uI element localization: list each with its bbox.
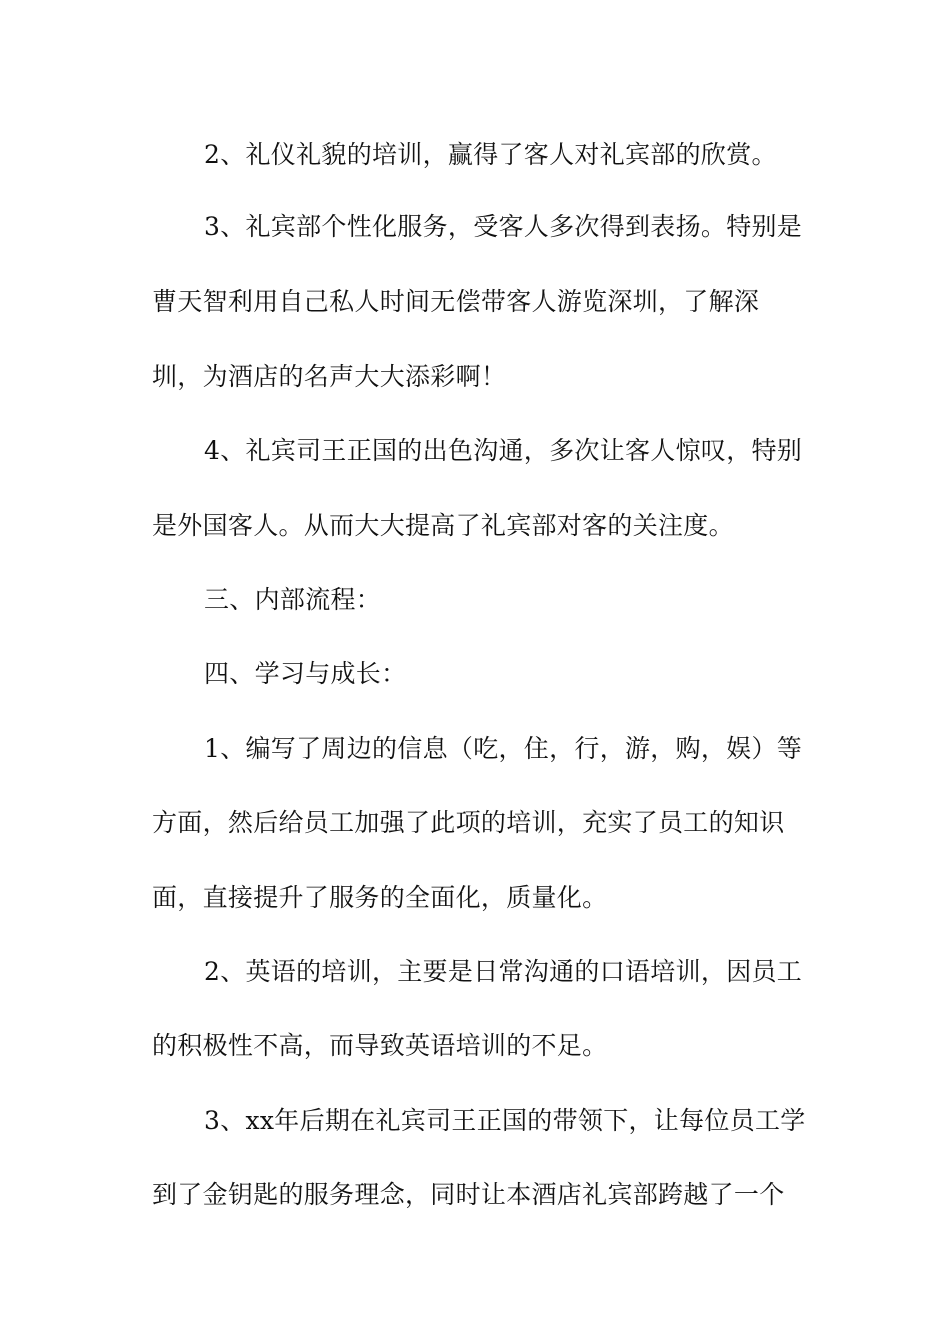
paragraph-line: 2、礼仪礼貌的培训，赢得了客人对礼宾部的欣赏。: [204, 140, 777, 169]
section-heading: 四、学习与成长：: [204, 659, 407, 688]
paragraph-line: 圳，为酒店的名声大大添彩啊！: [152, 362, 507, 391]
paragraph-line: 2、英语的培训，主要是日常沟通的口语培训，因员工: [204, 957, 803, 986]
paragraph-line: 1、编写了周边的信息（吃，住，行，游，购，娱）等: [204, 734, 803, 763]
paragraph-line: 到了金钥匙的服务理念，同时让本酒店礼宾部跨越了一个: [152, 1180, 785, 1209]
paragraph-line: 是外国客人。从而大大提高了礼宾部对客的关注度。: [152, 511, 734, 540]
paragraph-line: 面，直接提升了服务的全面化，质量化。: [152, 883, 608, 912]
paragraph-line: 3、礼宾部个性化服务，受客人多次得到表扬。特别是: [204, 212, 803, 241]
paragraph-line: 的积极性不高，而导致英语培训的不足。: [152, 1031, 608, 1060]
paragraph-line: 4、礼宾司王正国的出色沟通，多次让客人惊叹，特别: [204, 436, 803, 465]
paragraph-line: 曹天智利用自己私人时间无偿带客人游览深圳，了解深: [152, 287, 760, 316]
section-heading: 三、内部流程：: [204, 585, 382, 614]
paragraph-line: 方面，然后给员工加强了此项的培训，充实了员工的知识: [152, 808, 785, 837]
paragraph-line: 3、xx年后期在礼宾司王正国的带领下，让每位员工学: [204, 1106, 806, 1135]
